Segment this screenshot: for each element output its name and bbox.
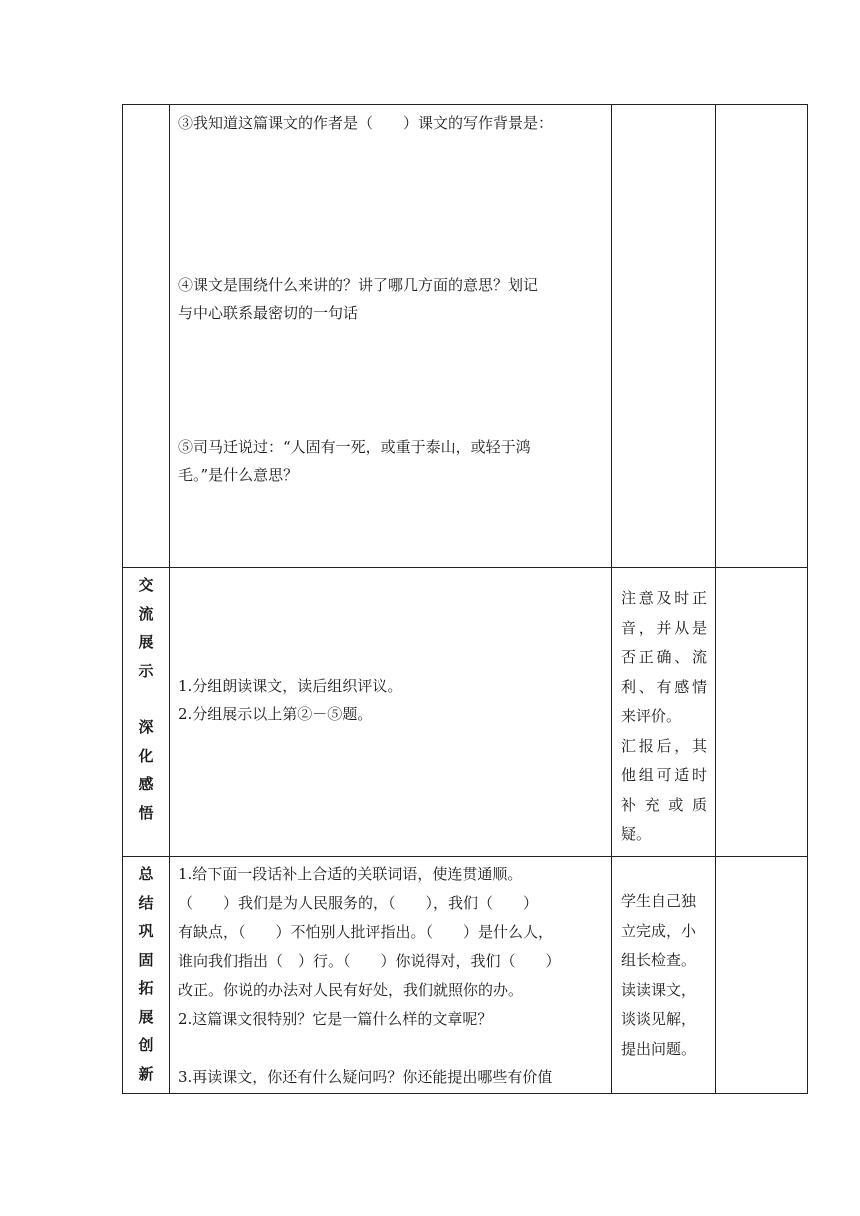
guidance-line: 音，并从是 (621, 618, 707, 637)
guidance-line: 组长检查。 (621, 951, 697, 969)
stage-label-char: 拓 (138, 979, 154, 997)
guidance-line: 否正确、流 (621, 648, 707, 666)
content-cell (170, 568, 612, 857)
notes-cell (716, 568, 808, 857)
guidance-line: 注意及时正 (621, 589, 707, 607)
exercise-line (178, 1034, 603, 1063)
exercise-line: （ ）我们是为人民服务的，（ ），我们（ ） (178, 894, 539, 912)
guidance-line: 汇报后，其 (621, 736, 707, 755)
stage-label-char: 交 (138, 576, 154, 594)
activity-item: 1.分组朗读课文，读后组织评议。 (178, 677, 403, 695)
stage-label-cell (123, 568, 170, 857)
question-5-line: 毛。”是什么意思？ (178, 466, 299, 484)
stage-label-char: 总 (138, 865, 154, 883)
guidance-line: 读读课文， (621, 980, 697, 999)
stage-label-char: 悟 (138, 803, 154, 822)
stage-label-char: 流 (138, 604, 154, 623)
guidance-line: 学生自己独 (621, 892, 697, 910)
guidance-line: 提出问题。 (621, 1039, 697, 1058)
guidance-line: 疑。 (621, 825, 652, 843)
stage-label-char: 化 (138, 746, 154, 765)
question-4-line: 与中心联系最密切的一句话 (178, 304, 359, 322)
question-5-line: ⑤司马迁说过：“人固有一死，或重于泰山，或轻于鸿 (178, 438, 531, 456)
stage-label-char: 创 (138, 1036, 154, 1054)
table-row (123, 857, 808, 1094)
table-row (123, 105, 808, 568)
table-row (123, 568, 808, 857)
content-cell (170, 105, 612, 568)
stage-label-char: 深 (138, 718, 154, 736)
guidance-line: 谈谈见解， (621, 1010, 697, 1028)
exercise-line: 改正。你说的办法对人民有好处，我们就照你的办。 (178, 981, 524, 999)
exercise-line: 3.再读课文，你还有什么疑问吗？你还能提出哪些有价值 (178, 1068, 553, 1086)
stage-label-char: 展 (138, 633, 154, 651)
guidance-cell (612, 105, 716, 568)
stage-label-char: 感 (138, 775, 154, 793)
guidance-line: 立完成，小 (621, 921, 697, 940)
guidance-line: 来评价。 (621, 707, 682, 725)
activity-item: 2.分组展示以上第②－⑤题。 (178, 705, 373, 723)
guidance-line: 他组可适时 (621, 766, 707, 784)
lesson-plan-table (122, 104, 808, 1094)
question-4-line: ④课文是围绕什么来讲的？讲了哪几方面的意思？划记 (178, 276, 539, 294)
guidance-cell (612, 568, 716, 857)
stage-label-cell (123, 105, 170, 568)
exercise-line: 2.这篇课文很特别？它是一篇什么样的文章呢？ (178, 1010, 493, 1028)
stage-label-char: 固 (138, 950, 154, 969)
question-3: ③我知道这篇课文的作者是（ ）课文的写作背景是： (178, 114, 554, 132)
exercise-line: 谁向我们指出（ ）行。（ ）你说得对，我们（ ） (178, 952, 561, 970)
notes-cell (716, 857, 808, 1094)
stage-label-char: 巩 (138, 922, 154, 940)
stage-label-cell (123, 857, 170, 1094)
guidance-cell (612, 857, 716, 1094)
guidance-line: 利、有感情 (621, 677, 707, 696)
guidance-line: 补 充 或 质 (621, 795, 707, 814)
stage-label-char: 示 (138, 661, 154, 680)
exercise-line: 1.给下面一段话补上合适的关联词语，使连贯通顺。 (178, 865, 523, 883)
notes-cell (716, 105, 808, 568)
content-cell (170, 857, 612, 1094)
stage-label-char: 结 (138, 893, 154, 912)
stage-label-char: 新 (138, 1064, 154, 1083)
exercise-line: 有缺点，（ ）不怕别人批评指出。（ ）是什么人， (178, 923, 554, 941)
stage-label-char: 展 (138, 1007, 154, 1026)
